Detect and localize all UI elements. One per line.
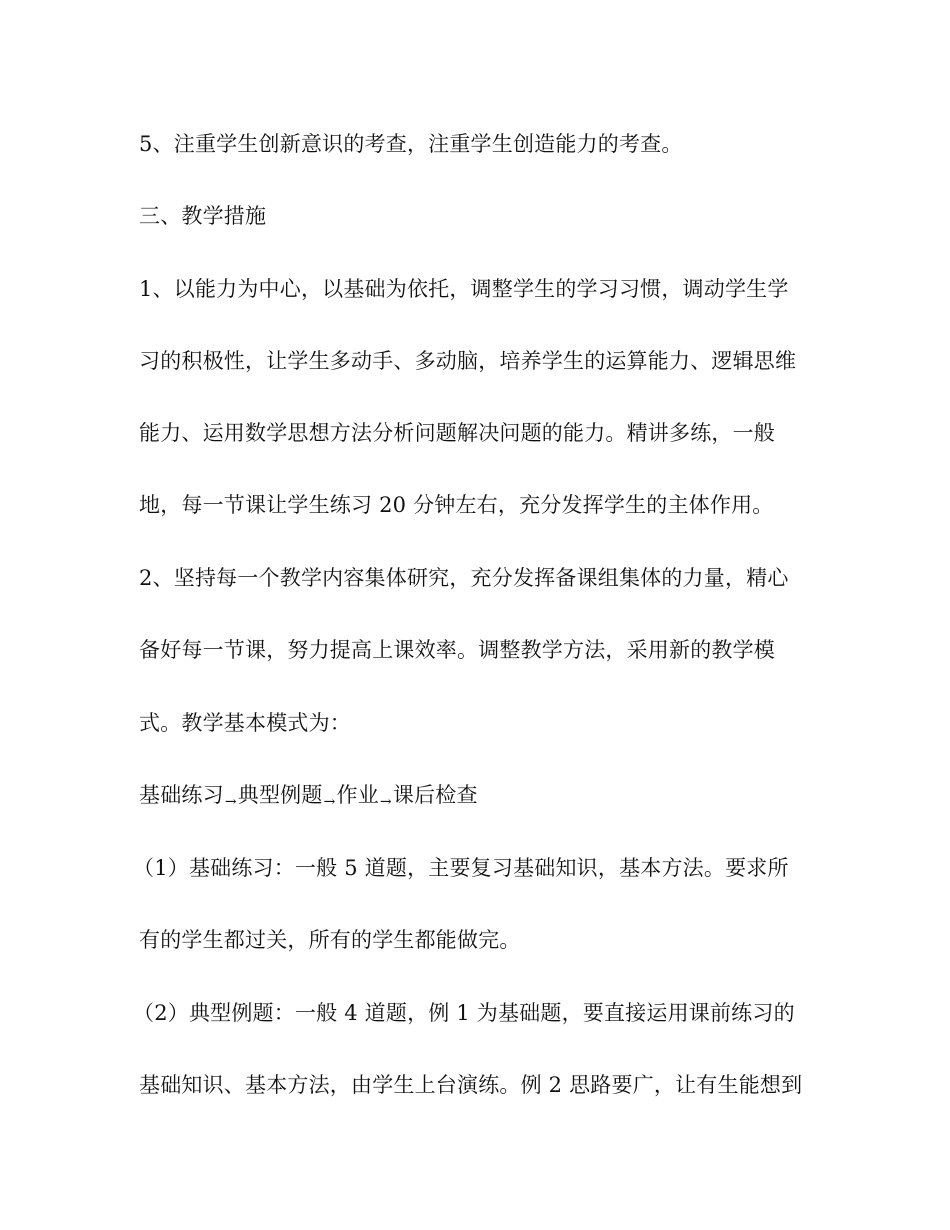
paragraph-line: 1、以能力为中心，以基础为依托，调整学生的学习习惯，调动学生学 — [139, 277, 789, 301]
paragraph-line: 式。教学基本模式为： — [139, 711, 351, 735]
paragraph-line: 备好每一节课，努力提高上课效率。调整教学方法，采用新的教学模 — [139, 638, 775, 662]
flow-step-typical-example: 典型例题 — [237, 783, 323, 807]
paragraph-line: 地，每一节课让学生练习 20 分钟左右，充分发挥学生的主体作用。 — [139, 493, 774, 517]
flow-step-after-class-check: 课后检查 — [392, 783, 478, 807]
teaching-mode-flow — [139, 782, 478, 815]
paragraph-line: （1）基础练习：一般 5 道题，主要复习基础知识，基本方法。要求所 — [133, 856, 789, 880]
flow-step-basic-practice: 基础练习 — [139, 783, 224, 807]
paragraph-line: 有的学生都过关，所有的学生都能做完。 — [139, 928, 521, 952]
paragraph-line: 基础知识、基本方法，由学生上台演练。例 2 思路要广，让有生能想到 — [139, 1073, 803, 1097]
paragraph-line: 5、注重学生创新意识的考查，注重学生创造能力的考查。 — [139, 132, 683, 156]
flow-step-homework: 作业 — [336, 783, 379, 807]
paragraph-line: 习的积极性，让学生多动手、多动脑，培养学生的运算能力、逻辑思维 — [139, 349, 797, 373]
right-arrow-icon: → — [224, 794, 237, 810]
section-heading: 三、教学措施 — [139, 204, 267, 228]
paragraph-line: 2、坚持每一个教学内容集体研究，充分发挥备课组集体的力量，精心 — [139, 566, 789, 590]
paragraph-line: （2）典型例题：一般 4 道题，例 1 为基础题，要直接运用课前练习的 — [133, 1001, 795, 1025]
paragraph-line: 能力、运用数学思想方法分析问题解决问题的能力。精讲多练，一般 — [139, 421, 775, 445]
right-arrow-icon: → — [379, 794, 392, 810]
right-arrow-icon: → — [323, 794, 336, 810]
